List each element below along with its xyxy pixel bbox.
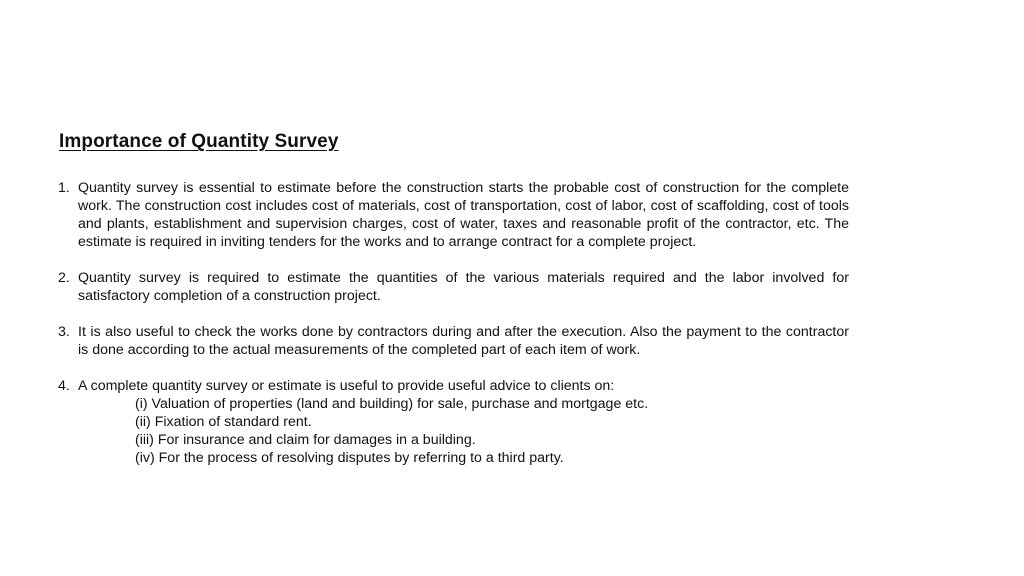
sublist-item: (i) Valuation of properties (land and building) for sale, purchase and mortgage etc. — [135, 396, 649, 412]
list-item-number: 1. — [58, 180, 70, 196]
sublist-item: (ii) Fixation of standard rent. — [135, 414, 312, 430]
list-item-text: Quantity survey is essential to estimate before the construction starts the probable cost of construction for the complete work. The construction cost includes cost of materials, cost of transportation, cost of labor, cost of scaffolding, cost of tools and plants, establishment and supervision charges, cost of water, taxes and reasonable profit of the contractor, etc. The estimate is required in inviting tenders for the works and to arrange contract for a complete project. — [78, 180, 849, 250]
list-item-number: 2. — [58, 270, 70, 286]
list-item-text: A complete quantity survey or estimate is useful to provide useful advice to clients on: — [78, 378, 615, 394]
list-item-3 — [58, 323, 849, 359]
page-title: Importance of Quantity Survey — [59, 131, 339, 152]
list-item-4 — [58, 377, 849, 467]
list-item-text: It is also useful to check the works done by contractors during and after the execution. Also the payment to the contractor is done according to the actual measurements of the completed part of each item of work. — [78, 324, 849, 358]
list-item-2 — [58, 269, 849, 305]
list-item-1 — [58, 179, 849, 251]
importance-list — [58, 179, 849, 485]
list-item-text: Quantity survey is required to estimate the quantities of the various materials required and the labor involved for satisfactory completion of a construction project. — [78, 270, 849, 304]
list-item-number: 4. — [58, 378, 70, 394]
sublist-item: (iii) For insurance and claim for damages in a building. — [135, 432, 476, 448]
list-item-number: 3. — [58, 324, 70, 340]
advice-sublist — [78, 395, 849, 467]
sublist-item: (iv) For the process of resolving disputes by referring to a third party. — [135, 450, 564, 466]
